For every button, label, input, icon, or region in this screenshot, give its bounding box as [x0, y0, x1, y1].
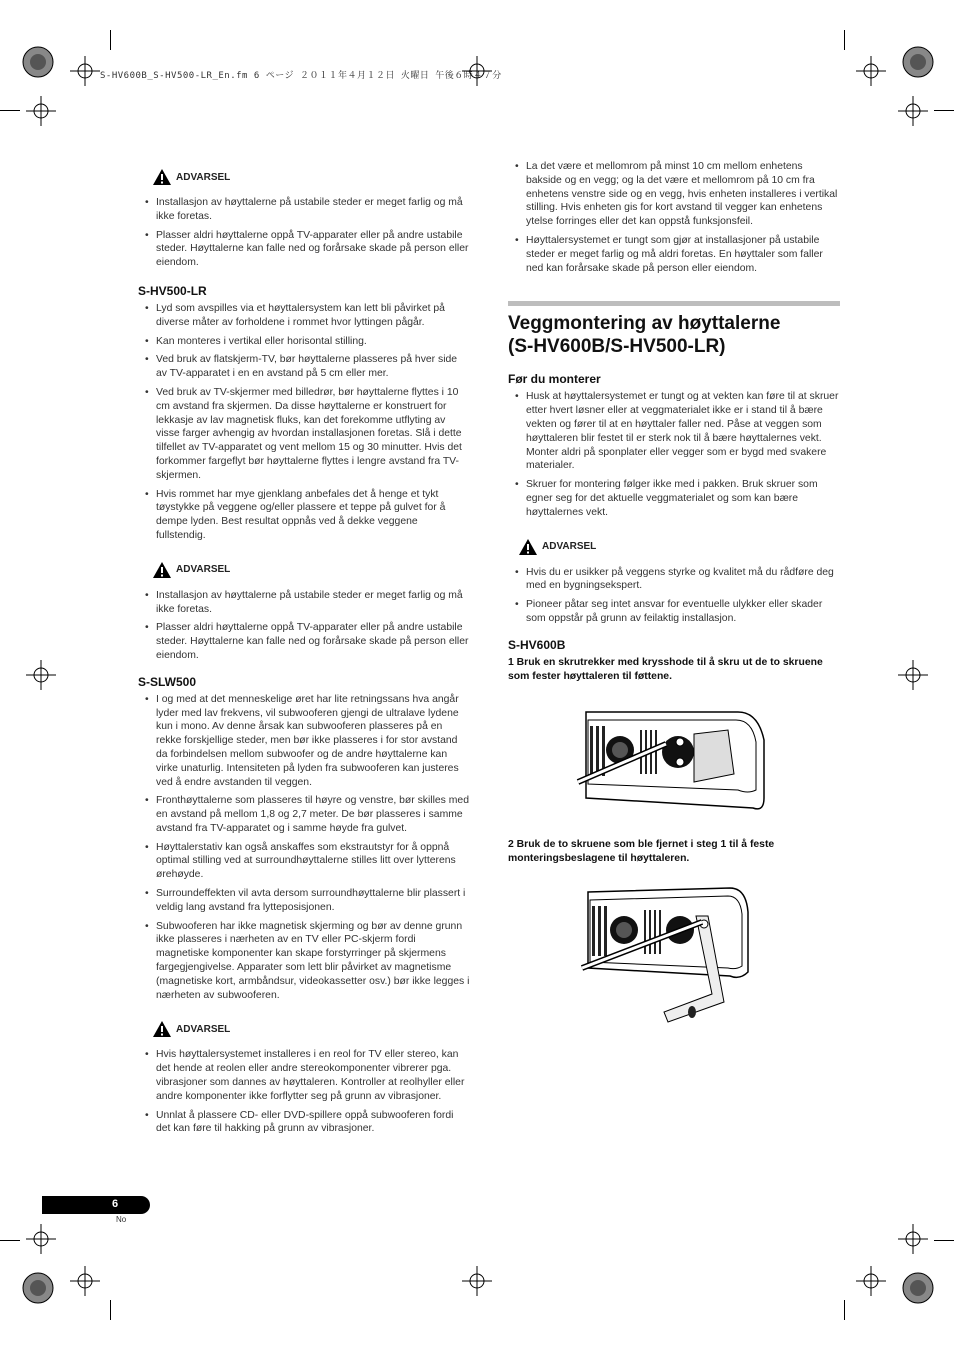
list-item: • I og med at det menneskelige øret har lite retningssans hva angår lyder med lav frekvens, vil subwooferen gjengi de ultralave lydene kun i mono. Av denne årsak kan subwooferen plasseres på en rekke forskjellige steder, men bør ikke plasseres i for stor avstand da forbindelsen mellom subwoofer og de andre høyttalerne kan virke unaturlig. Intensiteten på lyden fra subwooferen kan justeres ved å endre avstanden til veggen.: [138, 693, 470, 790]
section-heading-s-hv600b: S-HV600B: [508, 637, 566, 652]
list-item: • Lyd som avspilles via et høyttalersystem kan lett bli påvirket på diverse måter av forholdene i rommet hvor lyttingen pågår.: [138, 302, 470, 330]
registration-mark-bottom-left: [20, 1270, 56, 1306]
crosshair-mark-left-top: [26, 96, 56, 126]
warning-heading: [152, 1020, 470, 1038]
warning-label: ADVARSEL: [542, 541, 597, 553]
section-title-line-2: (S-HV600B/S-HV500-LR): [508, 336, 726, 358]
warning-label: ADVARSEL: [176, 171, 231, 183]
before-mounting-list: [508, 390, 840, 519]
page-number-tab: [42, 1196, 150, 1214]
registration-mark-top-right: [900, 44, 936, 80]
section-heading-s-slw500: S-SLW500: [138, 674, 197, 689]
crosshair-mark-top-left: [70, 56, 100, 86]
warning-heading: [518, 538, 840, 556]
list-item: • Hvis høyttalersystemet installeres i en reol for TV eller stereo, kan det hende at reolen eller andre stereokomponenter vibrerer pga. vibrasjoner som dannes av høyttaleren. Kontroller at reolhyller eller andre komponenter ikke forflytter seg på grunn av vibrasjoner.: [138, 1048, 470, 1103]
right-column: [508, 160, 840, 1042]
crosshair-mark-top-center: [462, 56, 492, 86]
crop-line: [110, 1300, 111, 1320]
registration-mark-top-left: [20, 44, 56, 80]
list-item: • La det være et mellomrom på minst 10 cm mellom enhetens bakside og en vegg; og la det være et mellomrom på 10 cm fra enhetens venstre side og en vegg, hvis enheten installeres i vertikal stilling. Hvis enheten gis for kort avstand til vegger kan enhetens ytelse forringes eller det kan oppstå funksjonsfeil.: [508, 160, 840, 229]
slw-list: [138, 693, 470, 1003]
list-item: • Plasser aldri høyttalerne oppå TV-apparater eller på andre ustabile steder. Høyttalerne kan falle ned og forårsake skade på person eller eiendom.: [138, 621, 470, 662]
section-title: [508, 312, 840, 358]
crosshair-mark-left-middle: [26, 660, 56, 690]
crosshair-mark-bottom-left: [70, 1266, 100, 1296]
bracket-mounting-illustration: [508, 872, 840, 1042]
list-item: • Plasser aldri høyttalerne oppå TV-apparater eller på andre ustabile steder. Høyttalerne kan falle ned og forårsake skade på person eller eiendom.: [138, 229, 470, 270]
crosshair-mark-top-right: [856, 56, 886, 86]
crop-line: [0, 1240, 20, 1241]
step-2-instruction: 2 Bruk de to skruene som ble fjernet i steg 1 til å feste monteringsbeslagene til høyttaleren.: [508, 838, 775, 864]
list-item: • Installasjon av høyttalerne på ustabile steder er meget farlig og må ikke foretas.: [138, 196, 470, 224]
list-item: • Høyttalersystemet er tungt som gjør at installasjoner på ustabile steder er meget farlig og må aldri foretas. En høyttaler som faller ned kan forårsake skade på person eller eiendom.: [508, 234, 840, 275]
section-divider-bar: [508, 301, 840, 306]
list-item: • Hvis du er usikker på veggens styrke og kvalitet må du rådføre deg med en bygningsekspert.: [508, 566, 840, 594]
list-item: • Hvis rommet har mye gjenklang anbefales det å henge et tykt tøystykke på veggene og/eller plassere et teppe på gulvet for å dempe lyden. Best resultat oppnås ved å dekke veggene fullstendig.: [138, 488, 470, 543]
registration-mark-bottom-right: [900, 1270, 936, 1306]
crosshair-mark-bottom-center: [462, 1266, 492, 1296]
crop-line: [844, 30, 845, 50]
crosshair-mark-left-bottom: [26, 1224, 56, 1254]
warning-list-3: [138, 1048, 470, 1136]
list-item: • Pioneer påtar seg intet ansvar for eventuelle ulykker eller skader som oppstår på grunn av feilaktig installasjon.: [508, 598, 840, 626]
section-title-line-1: Veggmontering av høyttalerne: [508, 313, 781, 335]
page-language-code: No: [116, 1215, 127, 1224]
list-item: • Subwooferen har ikke magnetisk skjerming og bør av denne grunn ikke plasseres i nærheten av en TV eller PC-skjerm fordi magnetiske komponenter kan skape forstyrringer på skjermens fargegjengivelse. Apparater som lett blir påvirket av magnetisme (magnetiske kort, armbåndsur, videokassetter osv.) bør ikke legges i nærheten av subwooferen.: [138, 920, 470, 1003]
warning-list-4: [508, 566, 840, 626]
page-number: 6: [112, 1198, 119, 1210]
warning-label: ADVARSEL: [176, 564, 231, 576]
warning-list-2: [138, 589, 470, 663]
crop-line: [934, 110, 954, 111]
crop-line: [844, 1300, 845, 1320]
list-item: • Kan monteres i vertikal eller horisontal stilling.: [138, 335, 470, 349]
crop-line: [0, 110, 20, 111]
crosshair-mark-bottom-right: [856, 1266, 886, 1296]
warning-triangle-icon: [152, 561, 172, 579]
warning-label: ADVARSEL: [176, 1023, 231, 1035]
warning-triangle-icon: [152, 1020, 172, 1038]
crop-line: [934, 1240, 954, 1241]
list-item: • Unnlat å plassere CD- eller DVD-spillere oppå subwooferen fordi det kan føre til hakking på grunn av vibrasjoner.: [138, 1109, 470, 1137]
warning-triangle-icon: [518, 538, 538, 556]
crosshair-mark-right-bottom: [898, 1224, 928, 1254]
list-item: • Husk at høyttalersystemet er tungt og at vekten kan føre til at skruer etter hvert løsner eller at veggmaterialet ikke er i stand til å bære vekten og fører til at en høyttaler faller ned. Påse at veggen som høyttaleren blir festet til er sterk nok til å bære høyttalernes vekt. Monter aldri på sponplater eller vegger som er bygd med svakere materialer.: [508, 390, 840, 473]
list-item: • Ved bruk av TV-skjermer med billedrør, bør høyttalerne flyttes i 10 cm avstand fra skjermen. Da disse høyttalerne er konstruert for lekkasje av lav magnetisk fluks, kan det forekomme utflyting av visse farger avhengig av hvordan installasjonen foretas. Slå i dette tilfellet av TV-apparatet og vent mellom 15 og 30 minutter. Hvis det forkommer fargeflyt bør høyttalerne flyttes i lengre avstand fra TV-skjermen.: [138, 386, 470, 483]
list-item: • Skruer for montering følger ikke med i pakken. Bruk skruer som egner seg for det aktuelle veggmaterialet og som kan bære høyttalernes vekt.: [508, 478, 840, 519]
crop-line: [110, 30, 111, 50]
warning-heading: [152, 168, 470, 186]
crosshair-mark-right-middle: [898, 660, 928, 690]
warning-triangle-icon: [152, 168, 172, 186]
list-item: • Surroundeffekten vil avta dersom surroundhøyttalerne blir plassert i veldig lang avstand fra lytteposisjonen.: [138, 887, 470, 915]
section-heading-s-hv500-lr: S-HV500-LR: [138, 283, 207, 298]
left-column: [138, 168, 470, 1141]
speaker-screw-removal-illustration: [508, 690, 840, 820]
file-header-line: S-HV600B_S-HV500-LR_En.fm 6 ページ ２０１１年４月１２日 火曜日 午後６時４７分: [100, 71, 502, 81]
warning-list-1: [138, 196, 470, 270]
list-item: • Fronthøyttalerne som plasseres til høyre og venstre, bør skilles med en avstand på mellom 1,8 og 2,7 meter. De bør plasseres i samme avstand fra TV-apparatet og i samme høyde fra gulvet.: [138, 794, 470, 835]
step-1-instruction: 1 Bruk en skrutrekker med krysshode til å skru ut de to skruene som fester høyttaleren til føttene.: [508, 656, 823, 682]
list-item: • Høyttalerstativ kan også anskaffes som ekstrautstyr for å oppnå optimal stilling ved at surroundhøyttalerne stilles litt over lytterens ørehøyde.: [138, 841, 470, 882]
crosshair-mark-right-top: [898, 96, 928, 126]
hv500-list: [138, 302, 470, 543]
list-item: • Installasjon av høyttalerne på ustabile steder er meget farlig og må ikke foretas.: [138, 589, 470, 617]
warning-heading: [152, 561, 470, 579]
list-item: • Ved bruk av flatskjerm-TV, bør høyttalerne plasseres på hver side av TV-apparatet i en en avstand på 5 cm eller mer.: [138, 353, 470, 381]
top-right-list: [508, 160, 840, 275]
section-heading-before-mounting: Før du monterer: [508, 372, 601, 387]
